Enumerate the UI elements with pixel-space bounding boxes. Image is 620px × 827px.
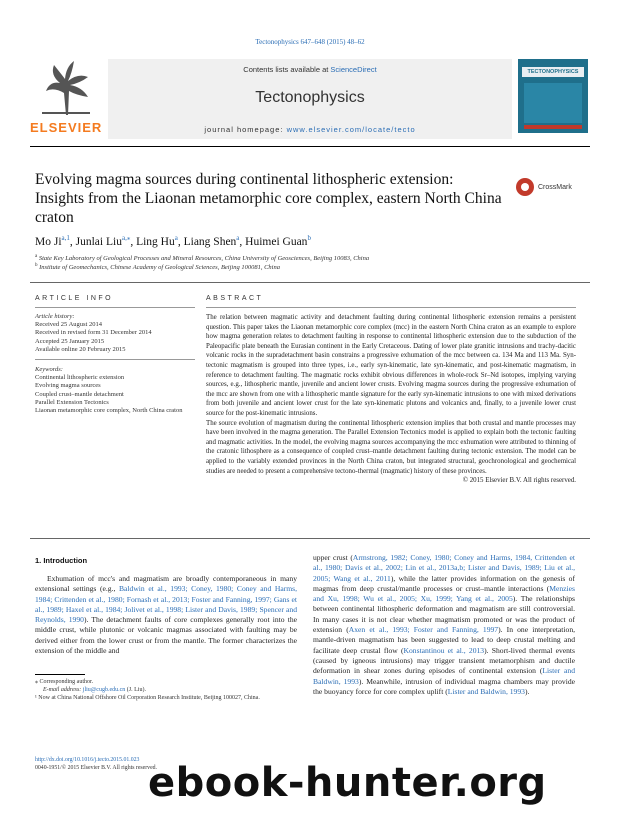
abstract-heading: ABSTRACT (206, 295, 264, 302)
keyword: Liaonan metamorphic core complex, North China craton (35, 407, 183, 415)
email-suffix: (J. Liu). (125, 687, 146, 694)
contents-prefix: Contents lists available at (243, 65, 331, 74)
sciencedirect-link[interactable]: ScienceDirect (330, 65, 377, 74)
keyword: Continental lithospheric extension (35, 374, 125, 382)
intro-column-left (35, 574, 297, 656)
footnotes (35, 678, 300, 703)
affiliation-a (35, 254, 575, 262)
abstract (206, 313, 576, 486)
corresponding-author-note: ⁎ Corresponding author. (35, 679, 94, 685)
abstract-paragraph-1: The relation between magmatic activity and detachment faulting during continental lithospheric extension remains a persistent question. This paper takes the Liaonan metamorphic core complex (mcc) in the eastern North China craton as an example to explore how magma generation relates to detachment faulting in response to continental lithospheric extension due to the subduction of the Paleopacific plate beneath the Eurasian continent in the Early Cretaceous. Dating of lower plate granitic intrusions and trachy-dacitic volcanic rocks in the supradetachment basin constrains a progressive exhumation of the mcc between ca. 134 Ma and 113 Ma. Syn-tectonic magmatism is grouped into three types, i.e., early syn-kinematic, late syn-kinematic, and post-kinematic magmatism, in reference to detachment faulting. The magmatic rocks exhibit obvious differences in whole-rock Sr–Nd isotopes, implying varying sources, e.g., lithospheric mantle, juvenile and ancient lower crusts. Evolving magma sources during the progressive exhumation of the mcc are shown from one with a lithospheric mantle signature for the early syn-kinematic intrusions to one with mixed derivations from both juvenile and ancient lower crust for the late syn-kinematic plutons and volcanics and, finally, to a juvenile lower crust source for the post-kinematic intrusions. (206, 314, 576, 417)
body-text: ), while the latter provides information on the genesis of magmas from deep crustal/mantle processes or crust–mantle interactions ( (313, 573, 575, 593)
journal-reference[interactable]: Tectonophysics 647–648 (2015) 48–62 (255, 38, 365, 46)
journal-banner (108, 59, 512, 139)
keywords-label: Keywords: (35, 366, 63, 374)
citation-link[interactable]: Lister and Baldwin, 1993 (447, 686, 525, 696)
homepage-link[interactable]: www.elsevier.com/locate/tecto (286, 125, 416, 134)
history-item: Received in revised form 31 December 2014 (35, 329, 152, 337)
article-info-rule (35, 307, 195, 308)
author-name[interactable]: Ling Hu (136, 235, 175, 248)
body-text: ). In one interpretation, mantle-driven magmatism has been suggested to lead to deep crustal melting and facilitate deep crustal flow ( (313, 625, 576, 655)
author-separator: , (177, 235, 184, 248)
journal-homepage (108, 125, 512, 134)
journal-cover-thumbnail[interactable] (518, 59, 588, 133)
keywords-rule (35, 359, 195, 360)
affiliation-mark: b (35, 263, 38, 268)
section-heading-introduction: 1. Introduction (35, 556, 88, 565)
elsevier-logo[interactable] (30, 53, 102, 133)
abstract-paragraph-2: The source evolution of magmatism during the continental lithospheric extension implies that both crustal and mantle processes may have been involved in the magma generation. The Parallel Extension Tectonics model is applied to explain both the tectonic faulting and magmatic activities. In the model, the evolving magma sources accompanying the mcc exhumation were attributed to thinning of the cratonic lithosphere as a consequence of coupled crust–mantle detachment faulting during tectonic extension. The model can be applied to the variably extended provinces in the North China craton, but integrated structural, geochronological and geochemical studies are needed to present a comprehensive tectono-thermal (magmatic) history of these provinces. (206, 419, 576, 475)
author-separator: , (69, 235, 76, 248)
homepage-prefix: journal homepage: (204, 125, 287, 134)
journal-header (30, 53, 590, 141)
footnote-rule (35, 674, 85, 675)
article-history (35, 313, 195, 354)
citation-link[interactable]: Armstrong, 1982; Coney, 1980; Coney and Harms, 1984, Crittenden et al., 1980; Davis et al., 2002; Lin et al., 2013a,b; Lister and Davis, 1989; Liu et al., 2005; Wang et al., 2011 (313, 553, 575, 583)
footnote-1: ¹ Now at China National Offshore Oil Corporation Research Institute, Beijing 100027, China. (35, 695, 260, 702)
author-name[interactable]: Mo Ji (35, 235, 62, 248)
citation-link[interactable]: Konstantinou et al., 2013 (403, 645, 485, 655)
body-text: ). The relationships between continental lithospheric deformation and magmatism are still controversial. In many cases it is not clear whether magmatism promoted or was the product of extension ( (313, 594, 575, 635)
affiliation-mark: a (35, 254, 38, 259)
body-text: upper crust ( (313, 553, 353, 562)
keywords (35, 366, 195, 415)
author-affiliation-mark[interactable]: a,1 (61, 234, 70, 242)
author-list (35, 234, 575, 248)
body-text: ). Meanwhile, intrusion of individual magma chambers may provide the buoyancy force for core complex uplift ( (313, 676, 576, 696)
history-label: Article history: (35, 313, 75, 320)
cover-image (524, 83, 582, 123)
keyword: Evolving magma sources (35, 382, 101, 390)
email-label: E-mail address: (43, 687, 83, 694)
crossmark-button[interactable] (516, 178, 572, 196)
author-affiliation-mark[interactable]: a (174, 234, 178, 242)
author-separator: , (239, 235, 246, 248)
history-item: Available online 20 February 2015 (35, 345, 126, 353)
keyword: Parallel Extension Tectonics (35, 398, 109, 406)
history-item: Accepted 25 January 2015 (35, 337, 105, 345)
abstract-rule (206, 307, 576, 308)
intro-column-right (313, 553, 575, 697)
affiliation-rule (30, 282, 590, 283)
citation-link[interactable]: Baldwin et al., 1993; Coney, 1980; Coney and Harms, 1984; Crittenden et al., 1980; Fornash et al., 2013; Foster and Fanning, 1997; Gans et al., 1989; Haxel et al., 1984; Jolivet et al., 1998; Lister and Davis, 1989; Spencer and Reynolds, 1990 (35, 584, 298, 625)
body-text: ). (524, 686, 530, 696)
citation-link[interactable]: Axen et al., 1993; Foster and Fanning, 1997 (348, 625, 499, 635)
citation-link[interactable]: Menzies and Xu, 1998; Wu et al., 2005; Xu, 1999; Yang et al., 2005 (313, 583, 575, 604)
article-info-heading: ARTICLE INFO (35, 295, 114, 302)
header-rule (30, 146, 590, 147)
author-affiliation-mark[interactable]: b (307, 234, 311, 242)
author-name[interactable]: Huimei Guan (245, 235, 308, 248)
citation-link[interactable]: Lister and Baldwin, 1993 (313, 666, 575, 686)
author-name[interactable]: Junlai Liu (75, 235, 122, 248)
body-text: ). The detachment faults of core complexes generally root into the middle crust, while plutonic or volcanic magmas associated with faulting may be derived either from the lower crust or from the mantle. The former characterizes the extension of the middle and (35, 615, 297, 656)
elsevier-tree-icon (36, 57, 96, 117)
article-title: Evolving magma sources during continental lithospheric extension: Insights from the Liaonan metamorphic core complex, eastern North China craton (35, 171, 502, 226)
email-link[interactable]: jliu@cugb.edu.cn (82, 687, 126, 694)
affiliation-text: State Key Laboratory of Geological Processes and Mineral Resources, China University of Geosciences, Beijing 10083, China (38, 255, 370, 263)
body-text: Exhumation of mcc's and magmatism are broadly contemporaneous in many extensional settings (e.g., (35, 574, 297, 594)
elsevier-wordmark: ELSEVIER (30, 120, 103, 135)
crossmark-icon (516, 178, 534, 196)
history-item: Received 25 August 2014 (35, 321, 102, 329)
email-note (35, 686, 300, 694)
cover-title: TECTONOPHYSICS (522, 67, 584, 77)
article-info (35, 313, 195, 420)
author-separator: , (130, 235, 137, 248)
issn-line: 0040-1951/© 2015 Elsevier B.V. All rights reserved. (35, 765, 157, 771)
author-name[interactable]: Liang Shen (183, 235, 237, 248)
watermark-text: ebook-hunter.org (148, 760, 547, 806)
crossmark-label: CrossMark (538, 183, 572, 191)
keyword: Coupled crust–mantle detachment (35, 390, 124, 398)
journal-title: Tectonophysics (255, 89, 365, 106)
copyright-line: © 2015 Elsevier B.V. All rights reserved. (462, 477, 576, 485)
cover-stripe (524, 125, 582, 129)
author-affiliation-mark[interactable]: a,⁎ (121, 234, 131, 242)
affiliation-b (35, 263, 575, 271)
contents-line (108, 65, 512, 74)
doi-link[interactable]: http://dx.doi.org/10.1016/j.tecto.2015.01.023 (35, 757, 140, 763)
abstract-bottom-rule (30, 538, 590, 539)
author-affiliation-mark[interactable]: a (236, 234, 240, 242)
body-text: ). Short-lived thermal events (caused by igneous intrusions) may trigger transient metamorphism and ductile deformation in shear zones during episodes of continental extension ( (313, 645, 576, 676)
affiliation-text: Institute of Geomechanics, Chinese Academy of Geological Sciences, Beijing 100081, China (39, 264, 280, 272)
